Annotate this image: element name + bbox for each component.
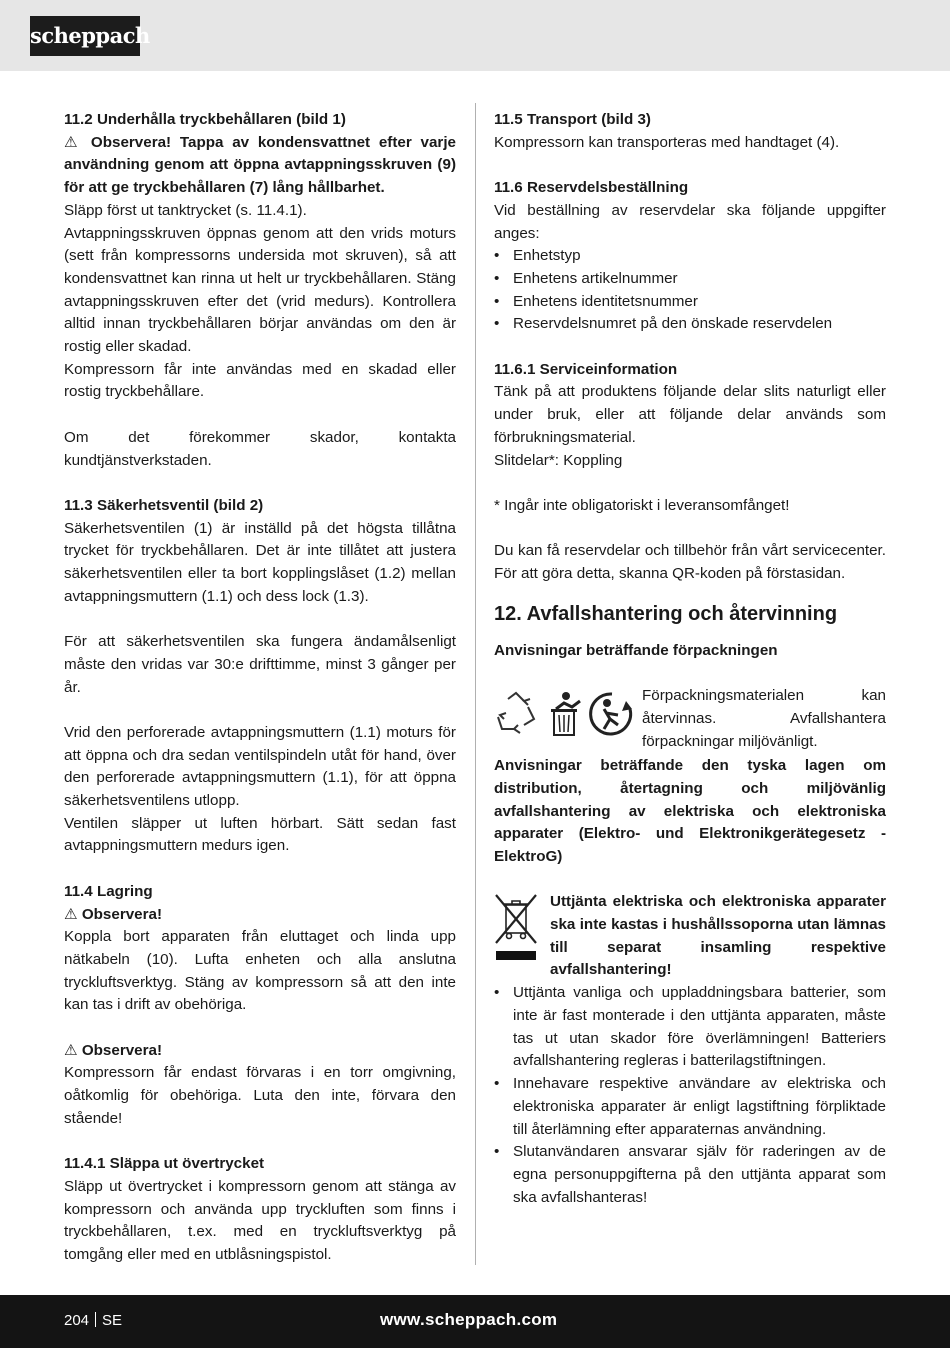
recycling-icon [494, 689, 636, 739]
section-11-4-p1: Koppla bort apparaten från eluttaget och linda upp nätkabeln (10). Lufta enheten och alla anslutna tryckluftsverktyg. Stäng av kompressorn så att den inte kan tas i drift av obehöriga. [64, 928, 456, 1014]
section-12-title: 12. Avfallshantering och återvinning [494, 602, 838, 625]
footer-band [0, 1295, 950, 1348]
list-item: • Uttjänta vanliga och uppladdningsbara batterier, som inte är fast monterade i den uttjänta apparaten, måste tas ut utan skador före överlämningen! Batteriers avfallshantering regleras i batterilagstiftningen. [494, 984, 886, 1070]
header-band [0, 0, 950, 71]
section-11-3-p4: Ventilen släpper ut luften hörbart. Sätt sedan fast avtappningsmuttern medurs igen. [64, 814, 456, 855]
section-11-4-1-p1: Släpp ut övertrycket i kompressorn genom att stänga av kompressorn och använda upp tryckluften som finns i tryckbehållaren, t.ex. med en tryckluftsverktyg på tomgång eller med en utblåsningspistol. [64, 1177, 456, 1264]
section-11-2-warning: ⚠ Observera! Tappa av kondensvattnet efter varje användning genom att öppna avtappningsskruven (9) för att ge tryckbehållaren (7) lång hållbarhet. [64, 133, 456, 197]
bin-icon [551, 692, 580, 735]
weee-text: Uttjänta elektriska och elektroniska apparater ska inte kastas i hushållssoporna utan lämnas till separat insamling respektive avfallshantering! [550, 893, 886, 979]
packaging-text: Förpackningsmaterialen kan återvinnas. Avfallshantera förpackningar miljövänligt. [642, 687, 886, 750]
section-11-5-p1: Kompressorn kan transporteras med handtaget (4). [494, 133, 840, 151]
elektrog-title: Anvisningar beträffande den tyska lagen om distribution, återtagning och miljövänlig avfallshantering av elektriska och elektroniska apparater (Elektro- und Elektronikgerätegesetz - ElektroG) [494, 757, 886, 865]
section-11-3-p3: Vrid den perforerade avtappningsmuttern (1.1) moturs för att öppna och dra sedan ventilspindeln utåt för hand, över den perforerade avtappningsmuttern (1.1), för att öppna säkerhetsventilens utlopp. [64, 723, 456, 810]
recycle-person-icon [591, 694, 632, 734]
section-11-4-1-title: 11.4.1 Släppa ut övertrycket [64, 1155, 265, 1173]
list-item: • Innehavare respektive användare av elektriska och elektroniska apparater är enligt lagstiftning förpliktade till återlämning efter apparaternas användning. [494, 1075, 886, 1138]
packaging-title: Anvisningar beträffande förpackningen [494, 641, 778, 659]
section-11-4-warning-2: ⚠ Observera! [64, 1041, 163, 1059]
column-divider [475, 103, 476, 1265]
section-11-4-warning-1: ⚠ Observera! [64, 905, 163, 923]
section-11-5-title: 11.5 Transport (bild 3) [494, 111, 651, 128]
section-11-6-1-p3: * Ingår inte obligatoriskt i leveransomfånget! [494, 496, 790, 514]
website-url: www.scheppach.com [380, 1310, 558, 1329]
section-11-3-p1: Säkerhetsventilen (1) är inställd på det högsta tillåtna trycket för tryckbehållaren. Det är inte tillåtet att justera säkerhetsventilen eller ta bort kopplingslåset (1.2) mellan avtappningsmuttern (1.1) och dess lock (1.3). [64, 519, 456, 605]
page-number [64, 1310, 122, 1332]
section-11-6-1-title: 11.6.1 Serviceinformation [494, 360, 678, 378]
section-11-2-title: 11.2 Underhålla tryckbehållaren (bild 1) [64, 111, 346, 128]
section-11-6-1-p2: Slitdelar*: Koppling [494, 451, 623, 469]
weee-row [494, 891, 886, 982]
right-column [494, 109, 886, 1209]
language-code: SE [102, 1312, 123, 1329]
section-11-6-p1: Vid beställning av reservdelar ska följande uppgifter anges: [494, 201, 886, 242]
scheppach-logo: scheppach [30, 16, 140, 56]
left-column [64, 109, 456, 1267]
section-11-2-p3: Kompressorn får inte användas med en skadad eller rostig tryckbehållare. [64, 360, 456, 401]
section-11-2-p1: Släpp först ut tanktrycket (s. 11.4.1). [64, 201, 307, 219]
list-item: • Enhetens artikelnummer [494, 269, 678, 287]
page-number-value: 204 [64, 1312, 90, 1329]
crossed-bin-icon [494, 891, 538, 967]
list-item: • Reservdelsnumret på den önskade reservdelen [494, 315, 833, 333]
list-item: • Enhetens identitetsnummer [494, 292, 698, 310]
section-11-4-p2: Kompressorn får endast förvaras i en torr omgivning, oåtkomlig för obehöriga. Luta den inte, förvara den stående! [64, 1064, 456, 1127]
section-11-6-1-p4: Du kan få reservdelar och tillbehör från vårt servicecenter. För att göra detta, skanna QR-koden på förstasidan. [494, 542, 886, 582]
section-11-3-p2: För att säkerhetsventilen ska fungera ändamålsenligt måste den vridas var 30:e drifttimme, minst 3 gånger per år. [64, 633, 456, 696]
list-item: • Enhetstyp [494, 247, 581, 265]
section-11-6-1-p1: Tänk på att produktens följande delar slits naturligt eller under bruk, eller att följande delar används som förbrukningsmaterial. [494, 383, 886, 446]
section-11-3-title: 11.3 Säkerhetsventil (bild 2) [64, 496, 264, 514]
packaging-row [494, 685, 886, 755]
section-11-6-title: 11.6 Reservdelsbeställning [494, 179, 689, 197]
section-11-2-p2: Avtappningsskruven öppnas genom att den vrids moturs (sett från kompressorns undersida mot skruven), så att kondensvattnet kan rinna ut helt ur tryckbehållaren. Stäng avtappningsskruven efter det (vrid medurs). Kontrollera alltid innan tryckbehållaren börjar användas om den är rostig eller skadad. [64, 224, 456, 356]
list-item: • Slutanvändaren ansvarar själv för raderingen av de egna personuppgifterna på den uttjänta apparat som ska avfallshanteras! [494, 1143, 886, 1206]
section-11-2-p4: Om det förekommer skador, kontakta kundtjänstverkstaden. [64, 428, 456, 469]
section-11-4-title: 11.4 Lagring [64, 882, 153, 900]
spare-parts-list [494, 245, 886, 336]
disposal-list [494, 982, 886, 1209]
